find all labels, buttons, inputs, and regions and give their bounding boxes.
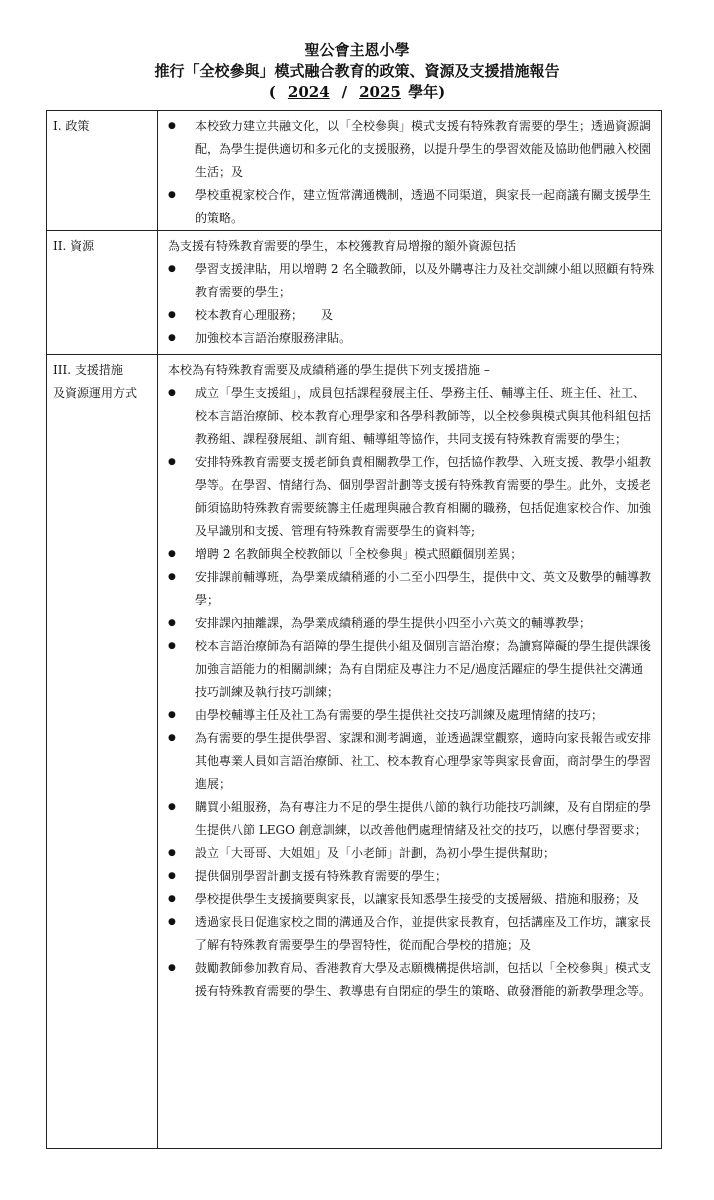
policy-row <box>47 111 662 231</box>
resources-label: II. 資源 <box>47 231 158 355</box>
measures-content <box>158 355 662 1149</box>
list-item: ● 鼓勵教師參加教育局、香港教育大學及志願機構提供培訓，包括以「全校參與」模式支援有特殊教育需要的學生、教導患有自閉症的學生的策略、啟發潛能的新教學理念等。 <box>168 957 655 1003</box>
year-open: ( <box>268 83 276 101</box>
list-item: ● 安排特殊教育需要支援老師負責相關教學工作，包括協作教學、入班支援、教學小組教學等。在學習、情緒行為、個別學習計劃等支援有特殊教育需要的學生。此外，支援老師須協助特殊教育需要統籌主任處理與融合教育相關的職務，包括促進家校合作、加強及早識別和支援、管理有特殊教育需要學生的資料等; <box>168 451 655 543</box>
report-header <box>0 40 714 102</box>
measures-list <box>168 382 655 1003</box>
list-item: ● 購買小組服務，為有專注力不足的學生提供八節的執行功能技巧訓練，及有自閉症的學生提供八節 LEGO 創意訓練，以改善他們處理情緒及社交的技巧，以應付學習要求； <box>168 796 655 842</box>
list-item: ● 安排課內抽離課，為學業成績稍遜的學生提供小四至小六英文的輔導教學； <box>168 612 655 635</box>
measures-intro: 本校為有特殊教育需要及成績稍遜的學生提供下列支援措施 – <box>168 363 490 377</box>
measures-row <box>47 355 662 1149</box>
list-item: ● 透過家長日促進家校之間的溝通及合作，並提供家長教育，包括講座及工作坊，讓家長了解有特殊教育需要學生的學習特性，從而配合學校的措施；及 <box>168 911 655 957</box>
list-item: ● 提供個別學習計劃支援有特殊教育需要的學生； <box>168 865 655 888</box>
list-item: ● 安排課前輔導班，為學業成績稍遜的小二至小四學生，提供中文、英文及數學的輔導教學； <box>168 566 655 612</box>
year-start: 2024 <box>287 83 330 101</box>
list-item: ● 增聘 2 名教師與全校教師以「全校參與」模式照顧個別差異； <box>168 543 655 566</box>
resources-list <box>168 258 655 350</box>
list-item: ● 由學校輔導主任及社工為有需要的學生提供社交技巧訓練及處理情緒的技巧； <box>168 704 655 727</box>
report-title: 推行「全校參與」模式融合教育的政策、資源及支援措施報告 <box>154 62 560 80</box>
list-item: ● 校本言語治療師為有語障的學生提供小組及個別言語治療；為讀寫障礙的學生提供課後加強言語能力的相關訓練；為有自閉症及專注力不足/過度活躍症的學生提供社交溝通技巧訓練及執行技巧訓練； <box>168 635 655 704</box>
list-item: ● 為有需要的學生提供學習、家課和測考調適，並透過課堂觀察，適時向家長報告或安排其他專業人員如言語治療師、社工、校本教育心理學家等與家長會面，商討學生的學習進展； <box>168 727 655 796</box>
measures-label-line2: 及資源運用方式 <box>53 386 138 400</box>
resources-content <box>158 231 662 355</box>
policy-list <box>168 115 655 230</box>
list-item: ● 本校致力建立共融文化，以「全校參與」模式支援有特殊教育需要的學生；透過資源調配，為學生提供適切和多元化的支援服務，以提升學生的學習效能及協助他們融入校園生活；及 <box>168 115 655 184</box>
list-item: ● 學習支援津貼，用以增聘 2 名全職教師，以及外購專注力及社交訓練小組以照顧有特殊教育需要的學生； <box>168 258 655 304</box>
year-suffix: 學年) <box>408 83 446 101</box>
resources-row <box>47 231 662 355</box>
measures-label <box>47 355 158 1149</box>
school-name: 聖公會主恩小學 <box>304 41 410 59</box>
year-separator: / <box>341 83 348 101</box>
list-item: ● 設立「大哥哥、大姐姐」及「小老師」計劃，為初小學生提供幫助； <box>168 842 655 865</box>
policy-content <box>158 111 662 231</box>
list-item: ● 加強校本言語治療服務津貼。 <box>168 327 655 350</box>
policy-label: I. 政策 <box>47 111 158 231</box>
list-item: ● 學校提供學生支援摘要與家長，以讓家長知悉學生接受的支援層級、措施和服務；及 <box>168 888 655 911</box>
list-item: ● 校本教育心理服務； 及 <box>168 304 655 327</box>
school-year <box>0 82 714 102</box>
year-end: 2025 <box>359 83 401 101</box>
resources-intro: 為支援有特殊教育需要的學生，本校獲教育局增撥的額外資源包括 <box>168 239 517 253</box>
report-table <box>46 110 662 1149</box>
list-item: ● 學校重視家校合作，建立恆常溝通機制，透過不同渠道，與家長一起商議有關支援學生的策略。 <box>168 184 655 230</box>
measures-label-line1: III. 支援措施 <box>53 363 123 377</box>
list-item: ● 成立「學生支援組」，成員包括課程發展主任、學務主任、輔導主任、班主任、社工、校本言語治療師、校本教育心理學家和各學科教師等，以全校參與模式與其他科組包括教務組、課程發展組、訓育組、輔導組等協作，共同支援有特殊教育需要的學生； <box>168 382 655 451</box>
